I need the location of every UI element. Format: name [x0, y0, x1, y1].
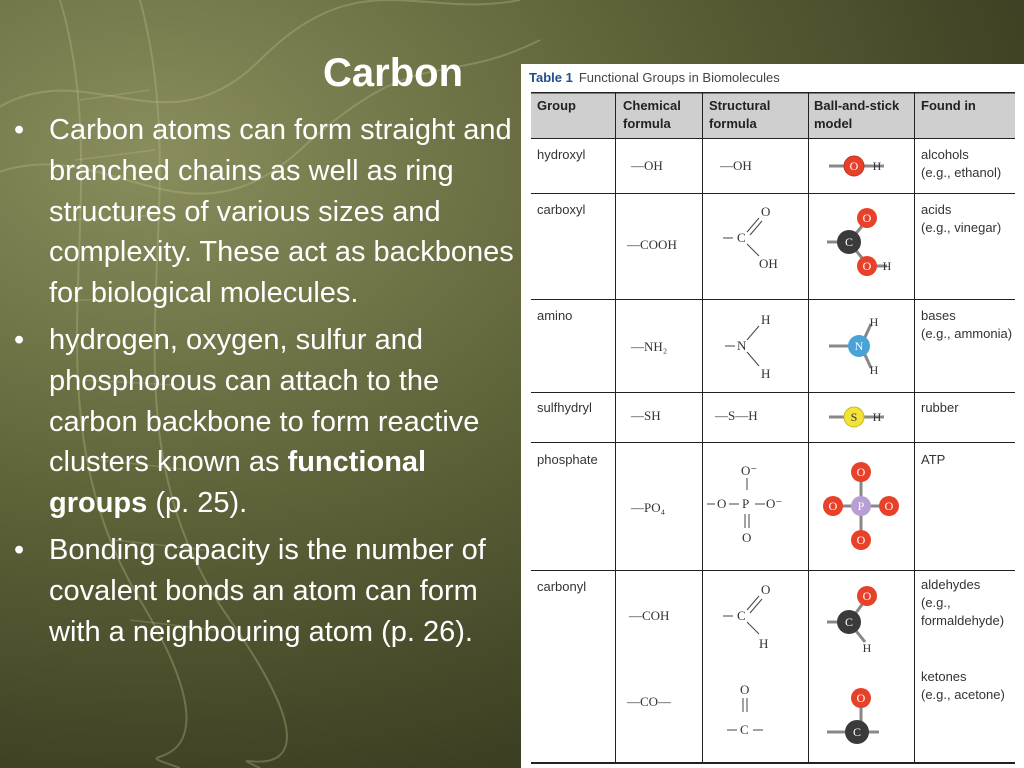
bullet-dot: • [14, 323, 25, 356]
functional-groups-table [531, 92, 1015, 764]
found-in: alcohols (e.g., ethanol) [921, 147, 1002, 180]
atom-label: H [761, 312, 771, 327]
bullet-dot: • [14, 533, 25, 566]
structural-aldehyde [703, 574, 803, 664]
chemical-formula: —OH [631, 158, 663, 173]
found-in: aldehydes (e.g., formaldehyde) [921, 577, 1005, 628]
svg-text:N: N [854, 339, 864, 353]
svg-text:H: H [869, 315, 879, 329]
header-chemical-formula: Chemical formula [623, 98, 681, 131]
svg-text:C: C [844, 235, 854, 249]
structural-carboxyl [703, 196, 803, 296]
functional-groups-table-panel [521, 64, 1024, 768]
group-name: amino [537, 308, 573, 323]
group-name: carbonyl [537, 579, 587, 594]
bullet-text: Carbon atoms can form straight and branched chains as well as ring structures of various sizes and complexity. These act as backbones for biological molecules. [49, 114, 514, 310]
chemical-formula: —SH [631, 408, 661, 423]
group-name: carboxyl [537, 202, 586, 217]
header-structural-formula: Structural formula [709, 98, 771, 131]
header-group: Group [537, 98, 576, 113]
table-caption-label: Table 1 [529, 70, 573, 85]
atom-label: C [737, 608, 746, 623]
group-name: sulfhydryl [537, 400, 592, 415]
header-found-in: Found in [921, 98, 976, 113]
structural-ketone [703, 672, 803, 762]
bullet-bold-term: functional groups [49, 446, 427, 520]
atom-label: O [761, 582, 771, 597]
bullet-text: hydrogen, oxygen, sulfur and phosphorous can attach to the carbon backbone to form reactive clusters known as [49, 323, 480, 479]
atom-label: O [761, 204, 771, 219]
table-caption [529, 70, 780, 85]
group-name: phosphate [537, 452, 598, 467]
atom-label: O⁻ [766, 496, 783, 511]
bullet-text-tail: (p. 25). [147, 487, 248, 520]
atom-label: N [737, 338, 747, 353]
chemical-formula: —COOH [627, 237, 677, 252]
table-caption-title: Functional Groups in Biomolecules [578, 70, 780, 85]
svg-text:O: O [856, 533, 866, 547]
chemical-formula: —NH₂ [631, 339, 668, 354]
bullet-item [14, 530, 519, 652]
structural-amino [703, 304, 803, 394]
svg-text:OH: OH [759, 256, 778, 271]
structural-formula: —OH [720, 158, 752, 173]
atom-label: P [742, 496, 750, 511]
atom-label: O⁻ [741, 463, 758, 478]
svg-text:O: O [856, 691, 866, 705]
found-in: acids (e.g., vinegar) [921, 202, 1002, 235]
svg-text:O: O [862, 589, 872, 603]
found-in: ketones (e.g., acetone) [921, 669, 1005, 702]
svg-text:C: C [844, 615, 854, 629]
bullet-text: Bonding capacity is the number of covalent bonds an atom can form with a neighbouring atom (p. 26). [49, 533, 486, 648]
atom-label: C [740, 722, 749, 737]
atom-label: O [742, 530, 752, 545]
svg-text:S: S [850, 410, 858, 424]
svg-text:O: O [849, 159, 859, 173]
svg-text:H: H [872, 159, 882, 173]
atom-label: H [761, 366, 771, 381]
header-ball-and-stick: Ball-and-stick model [814, 98, 900, 131]
svg-text:O: O [862, 259, 872, 273]
bullet-dot: • [14, 114, 25, 146]
chemical-formula: —COH [629, 608, 670, 623]
chemical-formula: —PO₄ [631, 500, 666, 515]
svg-text:O: O [828, 499, 838, 513]
atom-label: O [717, 496, 727, 511]
group-name: hydroxyl [537, 147, 586, 162]
bullet-item [14, 110, 519, 314]
svg-text:H: H [869, 363, 879, 377]
structural-phosphate [703, 448, 803, 568]
svg-text:H: H [882, 259, 892, 273]
found-in: bases (e.g., ammonia) [921, 308, 1013, 341]
found-in: ATP [921, 452, 946, 467]
atom-label: O [740, 682, 750, 697]
bullet-list [14, 110, 519, 658]
svg-text:H: H [862, 641, 872, 655]
chemical-formula: —CO— [627, 694, 672, 709]
svg-text:C: C [852, 725, 862, 739]
svg-text:H: H [872, 410, 882, 424]
structural-formula: —S—H [715, 408, 758, 423]
atom-label: C [737, 230, 746, 245]
svg-text:O: O [856, 465, 866, 479]
atom-label: H [759, 636, 769, 651]
slide-title: Carbon [323, 51, 463, 95]
svg-text:O: O [884, 499, 894, 513]
found-in: rubber [921, 400, 959, 415]
svg-text:O: O [862, 211, 872, 225]
svg-text:P: P [857, 499, 865, 513]
ball-and-stick-column [809, 92, 915, 764]
bullet-item [14, 320, 519, 524]
